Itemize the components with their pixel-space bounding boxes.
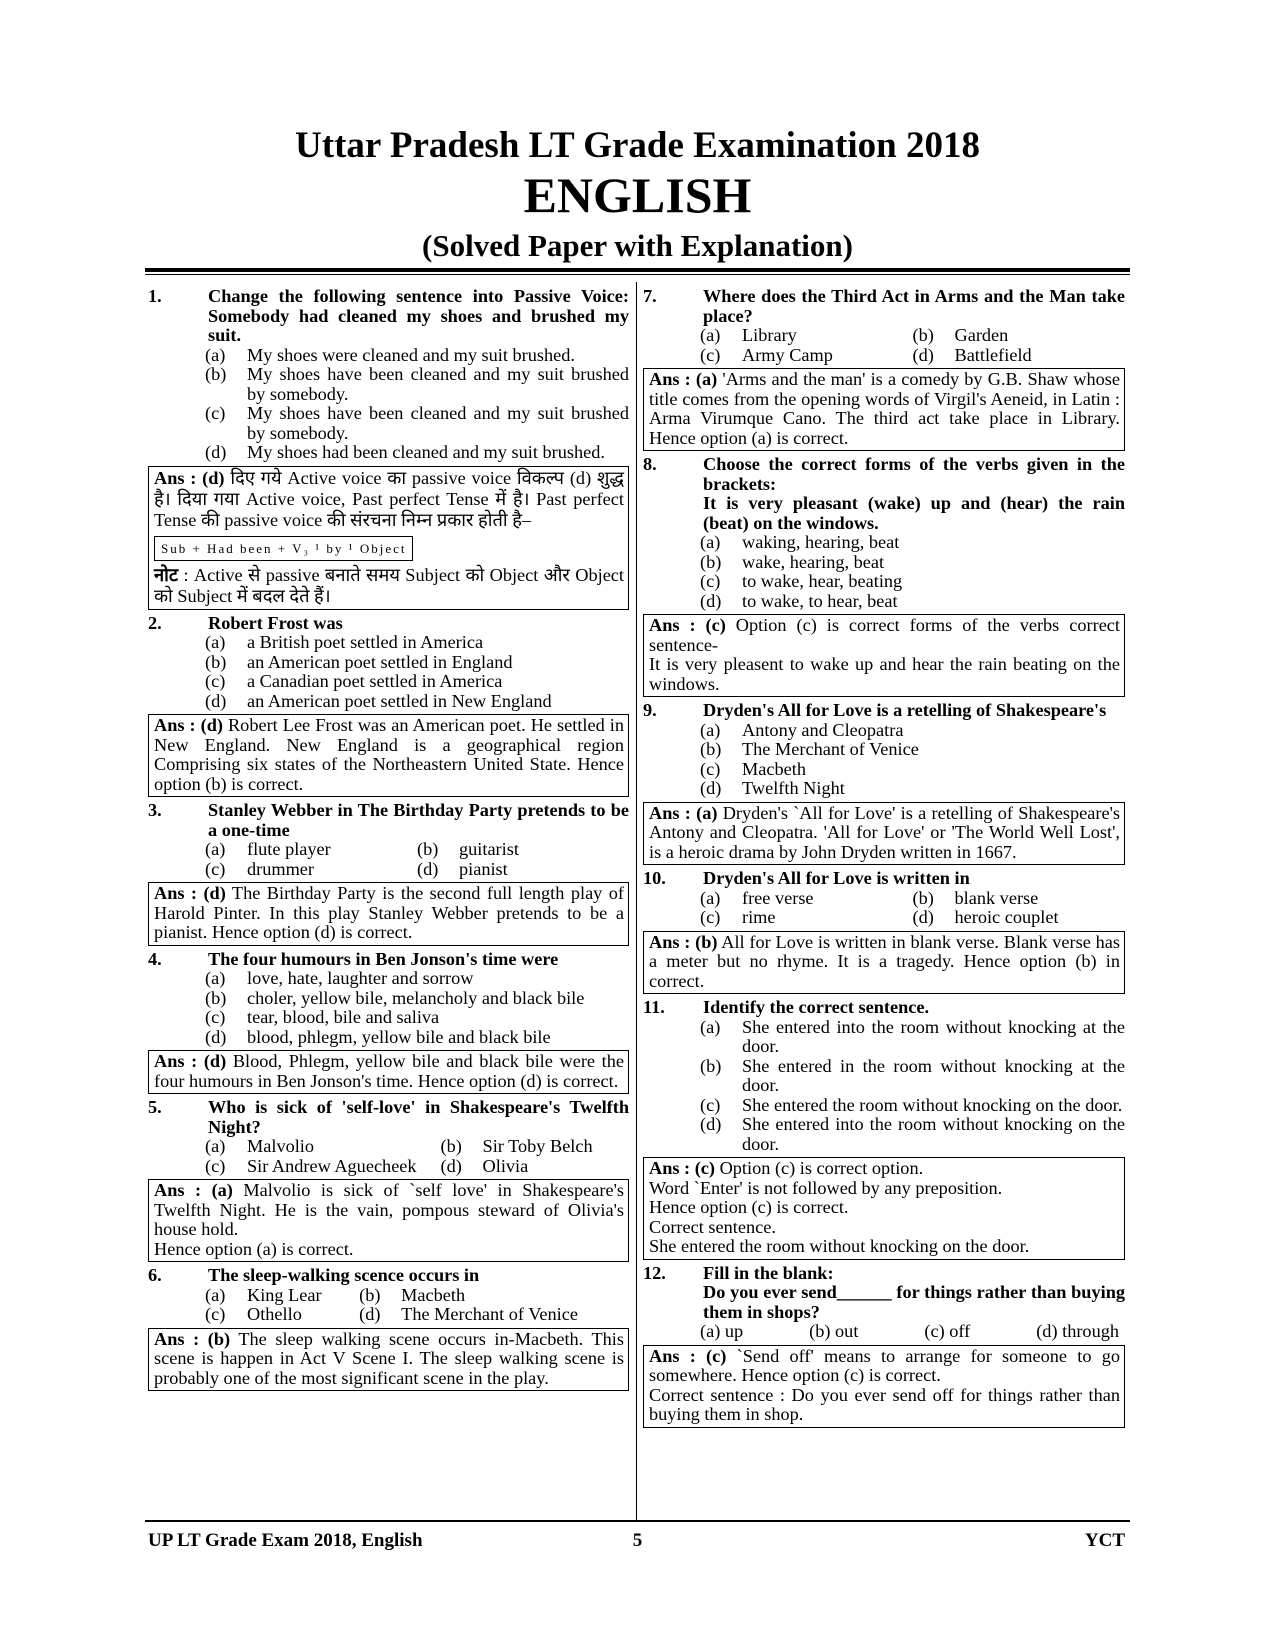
option: (b) My shoes have been cleaned and my suit brushed by somebody. [205,364,629,404]
option: (c) off [924,1321,971,1341]
paper-title: Uttar Pradesh LT Grade Examination 2018 [295,125,980,166]
answer-label: Ans : (b) [649,931,718,952]
option: (d) My shoes had been cleaned and my suit brushed. [205,442,605,462]
option: (c) tear, blood, bile and saliva [205,1007,440,1027]
question-number: 7. [643,286,657,306]
column-divider [636,282,637,1520]
answer-box: Ans : (a) Dryden's `All for Love' is a retelling of Shakespeare's Antony and Cleopatra. 'All for Love' or 'The World Well Lost', is a heroic drama by John Dryden written in 1667. [643,802,1125,866]
subject-title: ENGLISH [523,167,752,223]
option: (c) to wake, hear, beating [700,571,903,591]
paper-subtitle: (Solved Paper with Explanation) [422,228,853,263]
question-text: 10. Dryden's All for Love is written in [643,868,970,888]
option: (c) Army Camp [700,344,833,365]
option: (c) rime [700,907,776,927]
page-number: 5 [632,1530,643,1551]
option: (a) My shoes were cleaned and my suit brushed. [205,344,575,365]
question-number: 2. [148,612,162,633]
question-block [148,1098,629,1262]
option: (a) She entered into the room without knocking at the door. [700,1016,1125,1056]
question-text: 9. Dryden's All for Love is a retelling of Shakespeare's [643,700,1107,720]
option: (d) Twelfth Night [700,778,845,798]
question-block [643,701,1125,865]
answer-label: Ans : (a) [154,1180,233,1200]
question-text: 5. Who is sick of 'self-love' in Shakespeare's Twelfth Night? [148,1097,629,1137]
question-number: 5. [148,1097,162,1117]
question-number: 11. [643,997,665,1017]
option: (b) an American poet settled in England [205,651,513,672]
option: (b) choler, yellow bile, melancholy and black bile [205,987,585,1008]
question-number: 8. [643,454,657,474]
right-column [643,287,1125,1432]
answer-box: Ans : (a) 'Arms and the man' is a comedy by G.B. Shaw whose title comes from the opening words of Virgil's Aeneid, in Latin : Arma Virumque Cano. The third act take place in Library. Hence option (a) is correct. [643,368,1125,451]
option: (b) wake, hearing, beat [700,551,885,572]
options-grid [205,1286,629,1325]
option: (a) waking, hearing, beat [700,532,900,552]
option: (c) Othello [205,1304,302,1324]
left-column [148,287,629,1395]
answer-label: Ans : (d) [154,467,225,488]
question-number: 4. [148,948,162,969]
option: (a) Library [700,325,797,345]
answer-box: Ans : (d) Robert Lee Frost was an American poet. He settled in New England. New England is a geographical region Comprising six states of the Northeastern United State. Hence option (b) is correct. [148,714,629,797]
question-text: 7. Where does the Third Act in Arms and the Man take place? [643,286,1125,326]
option: (b) Sir Toby Belch [440,1136,593,1156]
option: (a) King Lear [205,1284,322,1305]
answer-box: Ans : (b) All for Love is written in blank verse. Blank verse has a meter but no rhyme. It is a tragedy. Hence option (b) in correct. [643,931,1125,995]
question-sentence: It is very pleasant (wake) up and (hear) the rain (beat) on the windows. [703,493,1125,533]
question-number: 6. [148,1265,162,1285]
answer-label: Ans : (a) [649,802,718,823]
answer-label: Ans : (c) [649,1158,716,1178]
footer-rule [145,1520,1130,1522]
answer-box: Ans : (c) Option (c) is correct option. Word `Enter' is not followed by any preposition. Hence option (c) is correct. Correct sentence. She entered the room without knocking on the door. [643,1157,1125,1260]
question-text: 6. The sleep-walking scence occurs in [148,1265,480,1285]
option: (b) She entered in the room without knocking at the door. [700,1055,1125,1095]
option: (d) The Merchant of Venice [359,1304,578,1324]
question-block [148,287,629,610]
question-block [643,287,1125,451]
option: (d) pianist [417,858,508,879]
option: (d) to wake, to hear, beat [700,590,898,611]
question-number: 9. [643,700,657,720]
question-text: 12. Fill in the blank: [643,1262,834,1283]
answer-box: Ans : (c) Option (c) is correct forms of the verbs correct sentence- It is very pleasent to wake up and hear the rain beating on the windows. [643,614,1125,697]
question-number: 12. [643,1262,666,1283]
option: (c) a Canadian poet settled in America [205,671,503,691]
options-grid [205,1137,629,1176]
option: (b) guitarist [417,839,519,859]
answer-label: Ans : (d) [154,883,226,903]
option: (d) Olivia [440,1155,529,1176]
answer-box: Ans : (b) The sleep walking scene occurs in-Macbeth. This scene is happen in Act V Scene I. The sleep walking scene is probably one of the most significant scene in the play. [148,1328,629,1392]
option: (c) Sir Andrew Aguecheek [205,1155,417,1176]
option: (a) up [700,1321,744,1341]
option: (b) Garden [912,325,1009,345]
option: (d) through [1036,1321,1119,1341]
note-label: नोट [154,564,179,585]
options-grid [205,840,629,879]
question-block [148,1266,629,1391]
option: (a) love, hate, laughter and sorrow [205,968,474,988]
question-number: 1. [148,286,162,306]
option: (d) an American poet settled in New England [205,690,552,711]
answer-label: Ans : (d) [154,715,223,735]
question-number: 3. [148,800,162,820]
answer-box: Ans : (d) The Birthday Party is the second full length play of Harold Pinter. In this play Stanley Webber pretends to be a pianist. Hence option (d) is correct. [148,882,629,946]
option: (a) free verse [700,887,814,908]
formula-box: Sub + Had been + V₃ ¹ by ¹ Object [154,536,413,561]
option: (b) blank verse [912,887,1039,908]
question-text: 2. Robert Frost was [148,612,343,633]
option: (c) Macbeth [700,758,806,779]
option: (a) flute player [205,839,331,859]
footer-left: UP LT Grade Exam 2018, English [148,1530,423,1551]
option: (d) heroic couplet [912,907,1059,927]
answer-box: Ans : (d) दिए गये Active voice का passive voice विकल्प (d) शुद्ध है। दिया गया Active voice, Past perfect Tense में है। Past perfect Tense की passive voice की संरचना निम्न प्रकार होती है– Sub + Had been + V₃ ¹ by ¹ Object नोट : Active से passive बनाते समय Subject को Object और Object को Subject में बदल देते हैं। [148,466,629,610]
question-text: 4. The four humours in Ben Jonson's time were [148,948,559,969]
question-sentence: Do you ever send______ for things rather than buying them in shops? [703,1282,1125,1322]
option: (d) She entered into the room without knocking on the door. [700,1114,1125,1154]
option: (c) She entered the room without knocking on the door. [700,1094,1123,1115]
header-rule-thin [145,274,1130,275]
question-block [148,950,629,1095]
option: (c) My shoes have been cleaned and my suit brushed by somebody. [205,403,629,443]
footer-right: YCT [1084,1530,1125,1551]
option: (b) out [809,1321,859,1341]
answer-box: Ans : (a) Malvolio is sick of `self love' in Shakespeare's Twelfth Night. He is the vain, pompous steward of Olivia's house hold. Hence option (a) is correct. [148,1179,629,1262]
header-rule-thick [145,268,1130,272]
option: (a) Malvolio [205,1136,315,1156]
question-text: 3. Stanley Webber in The Birthday Party pretends to be a one-time [148,800,629,840]
question-block [643,1264,1125,1428]
question-block [643,455,1125,697]
question-block [643,869,1125,994]
options-grid [700,326,1125,365]
question-text: 1. Change the following sentence into Passive Voice: Somebody had cleaned my shoes and brushed my suit. [148,286,629,345]
question-block [643,998,1125,1260]
answer-box: Ans : (d) Blood, Phlegm, yellow bile and black bile were the four humours in Ben Jonson's time. Hence option (d) is correct. [148,1050,629,1094]
option: (d) Battlefield [912,344,1032,365]
answer-label: Ans : (c) [649,1345,727,1366]
option: (b) The Merchant of Venice [700,739,919,759]
question-text: 11. Identify the correct sentence. [643,997,930,1017]
options-grid [700,889,1125,928]
option: (c) drummer [205,858,315,879]
options-row [700,1322,1125,1342]
question-text: 8. Choose the correct forms of the verbs given in the brackets: [643,454,1125,494]
question-block [148,614,629,798]
answer-label: Ans : (b) [154,1328,231,1349]
option: (d) blood, phlegm, yellow bile and black bile [205,1026,551,1047]
option: (b) Macbeth [359,1284,466,1305]
answer-label: Ans : (c) [649,615,726,635]
question-block [148,801,629,946]
option: (a) a British poet settled in America [205,632,484,652]
answer-label: Ans : (a) [649,369,718,389]
option: (a) Antony and Cleopatra [700,719,904,740]
answer-label: Ans : (d) [154,1051,227,1071]
answer-box: Ans : (c) `Send off' means to arrange for someone to go somewhere. Hence option (c) is correct. Correct sentence : Do you ever send off for things rather than buying them in shop. [643,1345,1125,1428]
question-number: 10. [643,868,666,888]
